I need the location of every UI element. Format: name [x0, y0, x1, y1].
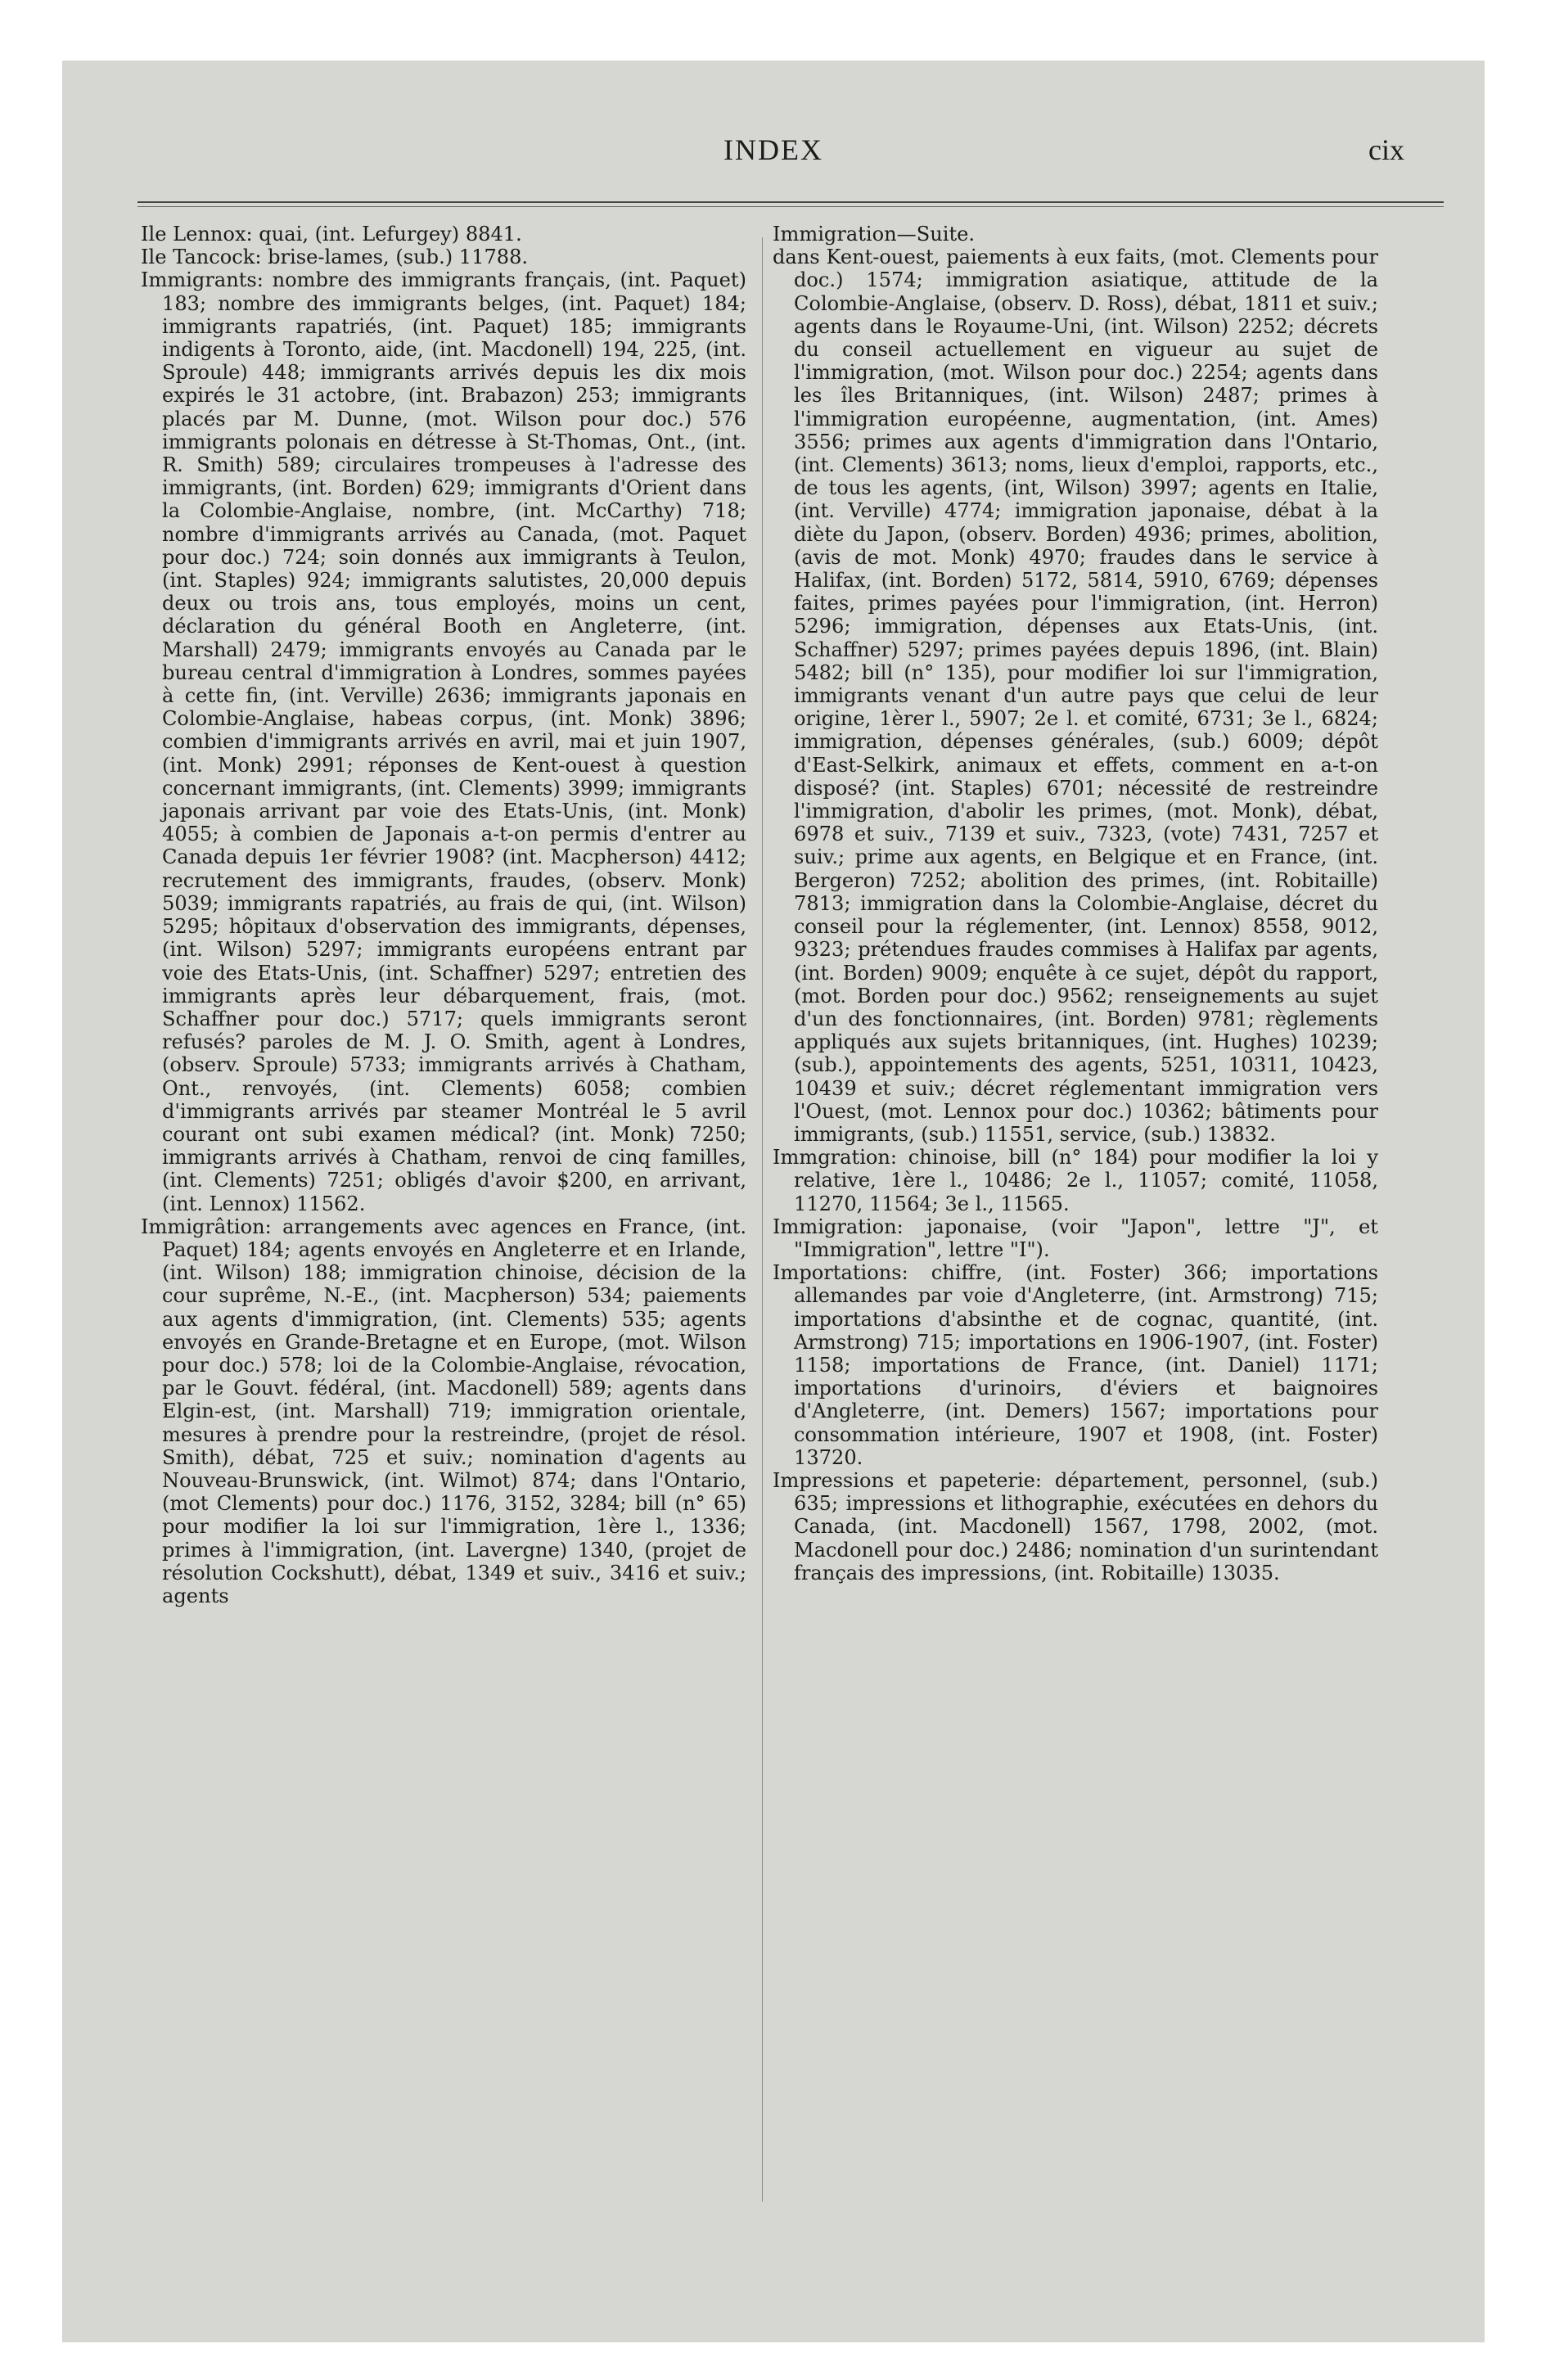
index-entry-immigration-chinoise: Immgration: chinoise, bill (n° 184) pour modifier la loi y relative, 1ère l., 10486; 2e l., 11057; comité, 11058, 11270, 11564; 3e l., 11565. [773, 1146, 1378, 1215]
index-column-left [141, 223, 746, 2285]
index-entry-importations: Importations: chiffre, (int. Foster) 366; importations allemandes par voie d'Angleterre, (int. Armstrong) 715; importations d'absinthe et de cognac, quantité, (int. Armstrong) 715; importations en 1906-1907, (int. Foster) 1158; importations de France, (int. Daniel) 1171; importations d'urinoirs, d'éviers et baignoires d'Angleterre, (int. Demers) 1567; importations pour consommation intérieure, 1907 et 1908, (int. Foster) 13720. [773, 1261, 1378, 1469]
index-entry-immigration: Immigrâtion: arrangements avec agences en France, (int. Paquet) 184; agents envoyés en Angleterre et en Irlande, (int. Wilson) 188; immigration chinoise, décision de la cour suprême, N.-E., (int. Macpherson) 534; paiements aux agents d'immigration, (int. Clements) 535; agents envoyés en Grande-Bretagne et en Europe, (mot. Wilson pour doc.) 578; loi de la Colombie-Anglaise, révocation, par le Gouvt. fédéral, (int. Macdonell) 589; agents dans Elgin-est, (int. Marshall) 719; immigration orientale, mesures à prendre pour la restreindre, (projet de résol. Smith), débat, 725 et suiv.; nomination d'agents au Nouveau-Brunswick, (int. Wilmot) 874; dans l'Ontario, (mot Clements) pour doc.) 1176, 3152, 3284; bill (n° 65) pour modifier la loi sur l'immigration, 1ère l., 1336; primes à l'immigration, (int. Lavergne) 1340, (projet de résolution Cockshutt), débat, 1349 et suiv., 3416 et suiv.; agents [141, 1215, 746, 1607]
index-entry-immigration-suite-heading: Immigration—Suite. [773, 223, 976, 246]
header-rule [137, 201, 1444, 203]
index-column-right [773, 223, 1378, 2285]
header-rule-thin [137, 206, 1444, 207]
scanned-page [62, 61, 1485, 2342]
column-divider [762, 237, 763, 2202]
index-entry-immigration-japonaise: Immigration: japonaise, (voir "Japon", lettre "J", et "Immigration", lettre "I"). [773, 1215, 1378, 1261]
index-entry-immigration-suite: dans Kent-ouest, paiements à eux faits, (mot. Clements pour doc.) 1574; immigration asiatique, attitude de la Colombie-Anglaise, (observ. D. Ross), débat, 1811 et suiv.; agents dans le Royaume-Uni, (int. Wilson) 2252; décrets du conseil actuellement en vigueur au sujet de l'immigration, (mot. Wilson pour doc.) 2254; agents dans les îles Britanniques, (int. Wilson) 2487; primes à l'immigration européenne, augmentation, (int. Ames) 3556; primes aux agents d'immigration dans l'Ontario, (int. Clements) 3613; noms, lieux d'emploi, rapports, etc., de tous les agents, (int, Wilson) 3997; agents en Italie, (int. Verville) 4774; immigration japonaise, débat à la diète du Japon, (observ. Borden) 4936; primes, abolition, (avis de mot. Monk) 4970; fraudes dans le service à Halifax, (int. Borden) 5172, 5814, 5910, 6769; dépenses faites, primes payées pour l'immigration, (int. Herron) 5296; immigration, dépenses aux Etats-Unis, (int. Schaffner) 5297; primes payées depuis 1896, (int. Blain) 5482; bill (n° 135), pour modifier loi sur l'immigration, immigrants venant d'un autre pays que celui de leur origine, 1èrer l., 5907; 2e l. et comité, 6731; 3e l., 6824; immigration, dépenses générales, (sub.) 6009; dépôt d'East-Selkirk, animaux et effets, comment en a-t-on disposé? (int. Staples) 6701; nécessité de restreindre l'immigration, d'abolir les primes, (mot. Monk), débat, 6978 et suiv., 7139 et suiv., 7323, (vote) 7431, 7257 et suiv.; prime aux agents, en Belgique et en France, (int. Bergeron) 7252; abolition des primes, (int. Robitaille) 7813; immigration dans la Colombie-Anglaise, décret du conseil pour la réglementer, (int. Lennox) 8558, 9012, 9323; prétendues fraudes commises à Halifax par agents, (int. Borden) 9009; enquête à ce sujet, dépôt du rapport, (mot. Borden pour doc.) 9562; renseignements au sujet d'un des fonctionnaires, (int. Borden) 9781; règlements appliqués aux sujets britanniques, (int. Hughes) 10239; (sub.), appointements des agents, 5251, 10311, 10423, 10439 et suiv.; décret réglementant immigration vers l'Ouest, (mot. Lennox pour doc.) 10362; bâtiments pour immigrants, (sub.) 11551, service, (sub.) 13832. [773, 246, 1378, 1146]
index-entry-ile-lennox: Ile Lennox: quai, (int. Lefurgey) 8841. [141, 223, 522, 246]
index-entry-ile-tancock: Ile Tancock: brise-lames, (sub.) 11788. [141, 246, 529, 269]
index-entry-impressions-papeterie: Impressions et papeterie: département, personnel, (sub.) 635; impressions et lithographie, exécutées en dehors du Canada, (int. Macdonell) 1567, 1798, 2002, (mot. Macdonell pour doc.) 2486; nomination d'un surintendant français des impressions, (int. Robitaille) 13035. [773, 1468, 1378, 1584]
page-number: cix [1368, 133, 1404, 166]
index-entry-immigrants: Immigrants: nombre des immigrants français, (int. Paquet) 183; nombre des immigrants belges, (int. Paquet) 184; immigrants rapatriés, (int. Paquet) 185; immigrants indigents à Toronto, aide, (int. Macdonell) 194, 225, (int. Sproule) 448; immigrants arrivés depuis les dix mois expirés le 31 actobre, (int. Brabazon) 253; immigrants placés par M. Dunne, (mot. Wilson pour doc.) 576 immigrants polonais en détresse à St-Thomas, Ont., (int. R. Smith) 589; circulaires trompeuses à l'adresse des immigrants, (int. Borden) 629; immigrants d'Orient dans la Colombie-Anglaise, nombre, (int. McCarthy) 718; nombre d'immigrants arrivés au Canada, (mot. Paquet pour doc.) 724; soin donnés aux immigrants à Teulon, (int. Staples) 924; immigrants salutistes, 20,000 depuis deux ou trois ans, tous employés, moins un cent, déclaration du général Booth en Angleterre, (int. Marshall) 2479; immigrants envoyés au Canada par le bureau central d'immigration à Londres, sommes payées à cette fin, (int. Verville) 2636; immigrants japonais en Colombie-Anglaise, habeas corpus, (int. Monk) 3896; combien d'immigrants arrivés en avril, mai et juin 1907, (int. Monk) 2991; réponses de Kent-ouest à question concernant immigrants, (int. Clements) 3999; immigrants japonais arrivant par voie des Etats-Unis, (int. Monk) 4055; à combien de Japonais a-t-on permis d'entrer au Canada depuis 1er février 1908? (int. Macpherson) 4412; recrutement des immigrants, fraudes, (observ. Monk) 5039; immigrants rapatriés, au frais de qui, (int. Wilson) 5295; hôpitaux d'observation des immigrants, dépenses, (int. Wilson) 5297; immigrants européens entrant par voie des Etats-Unis, (int. Schaffner) 5297; entretien des immigrants après leur débarquement, frais, (mot. Schaffner pour doc.) 5717; quels immigrants seront refusés? paroles de M. J. O. Smith, agent à Londres, (observ. Sproule) 5733; immigrants arrivés à Chatham, Ont., renvoyés, (int. Clements) 6058; combien d'immigrants arrivés par steamer Montréal le 5 avril courant ont subi examen médical? (int. Monk) 7250; immigrants arrivés à Chatham, renvoi de cinq familles, (int. Clements) 7251; obligés d'avoir $200, en arrivant, (int. Lennox) 11562. [141, 268, 746, 1215]
page-header [62, 133, 1485, 182]
page-title: INDEX [723, 133, 823, 166]
